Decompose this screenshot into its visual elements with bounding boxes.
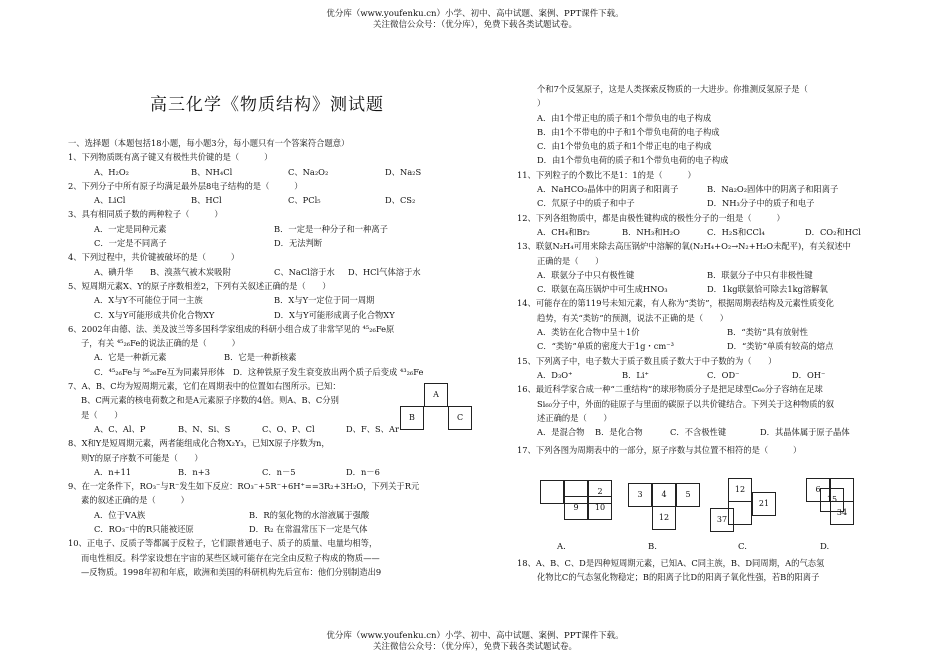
q1-option-d: D、Na₂S [385,166,422,177]
q2-option-d: D、CS₂ [385,195,416,206]
q5-stem: 5、短周期元素X、Y的原子序数相差2，下列有关叙述正确的是（ ） [68,280,331,291]
q13-options-row1 [537,268,861,282]
footer-line-2: 关注微信公众号：（优分库），免费下载各类试题试卷。 [372,642,577,652]
right-column [517,82,861,458]
q2-options [68,193,423,207]
q15-option-a: A．D₃O⁺ [537,369,573,380]
q17b-cell-5: 5 [676,483,700,507]
q17a-cell [540,480,564,504]
q10-line-2: 而电性相反。科学家设想在宇宙的某些区域可能存在完全由反粒子构成的物质—— [81,552,380,563]
q13-options-row2 [537,282,861,296]
q2-option-c: C、PCl₅ [288,195,321,206]
q4-options [68,265,423,279]
q15-option-d: D．OH⁻ [792,369,826,380]
q9-option-c: C．RO₃⁻中的R只能被还原 [94,524,194,535]
q2-option-b: B、HCl [191,195,222,206]
header-line-1: 优分库（www.youfenku.cn）小学、初中、高中试题、案例、PPT课件下载。 [326,9,624,19]
q15-options [537,368,861,382]
q6-options-cd: C．⁴⁵₂₆Fe与 ⁵⁶₂₆Fe互为同素异形体 D．这种铁原子发生衰变放出两个质子后变成 ⁴³₂₆Fe [94,366,424,377]
q9-option-d: D．R₂ 在常温常压下一定是气体 [249,524,368,535]
q6-option-a: A．它是一种新元素 [94,352,167,363]
q6-line-2: 子，有关 ⁴⁵₂₆Fe的说法正确的是（ ） [81,338,240,349]
footer-line-1: 优分库（www.youfenku.cn）小学、初中、高中试题、案例、PPT课件下载。 [326,631,624,641]
q16-option-d: D．其晶体属于原子晶体 [760,427,850,438]
q7-options [68,422,423,436]
q11-options-row2 [537,196,861,210]
q17d-cell-15: 15 [820,488,844,512]
q17c-cell-21: 21 [752,492,776,516]
q1-stem: 1、下列物质既有离子键又有极性共价键的是（ ） [68,152,273,163]
q13-option-d: D．1kg联氨恰可除去1kg溶解氧 [707,284,828,295]
q5-option-b: B．X与Y一定位于同一周期 [274,295,375,306]
q10-line-4: 个和7个反氢原子，这是人类探索反物质的一大进步。你推测反氢原子是（ [537,84,808,94]
q15-option-b: B．Li⁺ [622,369,649,380]
q12-option-a: A．CH₄和Br₂ [537,226,590,237]
q4-option-b: B、溴蒸气被木炭吸附 [150,266,231,277]
q10-option-b: B．由1个不带电的中子和1个带负电荷的电子构成 [537,126,720,137]
q10-line-1: 10、正电子、反质子等都属于反粒子，它们跟普通电子、质子的质量、电量均相等， [68,538,378,549]
q16-option-c: C．不含极性键 [670,427,727,438]
q16-option-b: B．是化合物 [595,427,643,438]
q10-option-a: A．由1个带正电的质子和1个带负电的电子构成 [537,112,712,123]
q13-option-a: A．联氨分子中只有极性键 [537,269,635,280]
q7-option-a: A、C、Al、P [94,423,146,434]
q13-line-1: 13、联氨N₂H₄可用来除去高压锅炉中溶解的氧(N₂H₄+O₂→N₂+H₂O未配平)，有关叙述中 [517,241,851,252]
q9-options-row1 [68,508,423,522]
page-header [0,9,950,31]
q3-options-row2 [68,236,423,250]
q5-option-d: D．X与Y可能形成离子化合物XY [274,309,395,320]
q16-line-1: 16、最近科学家合成一种“二重结构”的球形物质分子是把足球型C₆₀分子容纳在足球 [517,384,823,395]
q4-option-c: C、NaCl溶于水 [274,266,335,277]
q17b-cell-12: 12 [652,506,676,530]
q3-options-row1 [68,222,423,236]
q3-option-d: D．无法判断 [274,238,323,249]
q12-option-b: B．NH₃和H₂O [622,226,680,237]
q4-option-d: D、HCl气体溶于水 [348,266,421,277]
q17a-cell-2: 2 [588,480,612,504]
header-line-2: 关注微信公众号：（优分库），免费下载各类试题试卷。 [372,20,577,30]
q14-line-2: 趋势，有关“类钫”的预测，说法不正确的是（ ） [537,312,729,323]
q4-option-a: A、碘升华 [94,266,134,277]
q17-label-d: D. [820,542,830,552]
q9-options-row2 [68,522,423,536]
q14-option-c: C．“类钫”单质的密度大于1g・cm⁻³ [537,341,674,352]
q17-label-a: A. [557,542,566,552]
q17b-cell-4: 4 [652,483,676,507]
q7-option-d: D、F、S、Ar [346,423,399,434]
q7-line-2: B、C两元素的核电荷数之和是A元素原子序数的4倍。则A、B、C分别 [81,395,339,406]
q3-option-c: C．一定是不同离子 [94,238,167,249]
q7-cell-c: C [448,406,472,430]
q17c-cell-12: 12 [728,478,752,502]
q8-option-c: C．n－5 [262,466,296,477]
q8-line-1: 8、X和Y是短周期元素，两者能组成化合物X₂Y₃，已知X原子序数为n， [68,438,330,449]
q15-option-c: C．OD⁻ [707,369,740,380]
q1-option-b: B、NH₄Cl [191,166,233,177]
q14-line-1: 14、可能存在的第119号未知元素，有人称为“类钫”，根据周期表结构及元素性质变化 [517,298,834,309]
q8-option-b: B．n+3 [178,466,210,477]
q12-stem: 12、下列各组物质中，都是由极性键构成的极性分子的一组是（ ） [517,212,785,223]
q13-option-b: B．联氨分子中只有非极性键 [707,269,813,280]
q13-line-2: 正确的是（ ） [537,255,604,266]
q16-options [537,425,861,439]
q11-option-c: C．氘原子中的质子和中子 [537,198,635,209]
q6-option-b: B．它是一种新核素 [224,352,297,363]
q1-option-a: A、H₂O₂ [94,166,129,177]
q1-option-c: C、Na₂O₂ [288,166,329,177]
left-column [68,136,423,579]
q18-line-1: 18、A、B、C、D是四种短周期元素，已知A、C同主族，B、D同周期，A的气态氢 [517,558,825,568]
q6-options-row1 [68,350,423,364]
q2-stem: 2、下列分子中所有原子均满足最外层8电子结构的是（ ） [68,180,303,191]
q11-stem: 11、下列粒子的个数比不是1：1的是（ ） [517,169,696,180]
q5-options-row2 [68,308,423,322]
q5-option-a: A．X与Y不可能位于同一主族 [94,295,203,306]
q1-options [68,165,423,179]
q17d-cell-6: 6 [806,478,830,502]
q10-option-c: C．由1个带负电的质子和1个带正电的电子构成 [537,141,712,152]
q7-line-1: 7、A、B、C均为短周期元素，它们在周期表中的位置如右图所示。已知： [68,381,341,392]
q12-options [537,225,861,239]
q10-line-5: ） [537,98,546,109]
q3-option-b: B．一定是一种分子和一种离子 [274,223,388,234]
q15-stem: 15、下列离子中，电子数大于质子数且质子数大于中子数的为（ ） [517,355,777,366]
q17c-cell-37: 37 [710,508,734,532]
q7-cell-b: B [400,406,424,430]
q10-line-3: —反物质。1998年初和年底，欧洲和美国的科研机构先后宣布：他们分别制造出9 [81,566,382,577]
q14-option-d: D．“类钫”单质有较高的熔点 [727,341,834,352]
q8-options [68,465,423,479]
q17d-cell-34: 34 [830,501,854,525]
q7-option-c: C、O、P、Cl [262,423,315,434]
q16-line-3: 述正确的是（ ） [537,412,612,423]
q4-stem: 4、下列过程中，共价键被破坏的是（ ） [68,252,240,263]
q14-options-row1 [537,325,861,339]
q14-option-a: A．类钫在化合物中呈＋1价 [537,327,640,338]
q17b-cell-3: 3 [628,483,652,507]
q9-option-a: A．位于ⅤA族 [94,509,146,520]
q16-option-a: A．是混合物 [537,427,585,438]
q7-line-3: 是（ ） [81,409,123,420]
q11-option-d: D．NH₃分子中的质子和电子 [707,198,815,209]
q7-option-b: B、N、Si、S [178,423,231,434]
q11-option-b: B．Na₂O₂固体中的阴离子和阳离子 [707,184,839,195]
q16-line-2: Si₆₀分子中，外面的硅原子与里面的碳原子以共价键结合。下列关于这种物质的叙 [537,398,835,409]
q3-stem: 3、具有相同质子数的两种粒子（ ） [68,209,223,220]
q17-label-b: B. [648,542,657,552]
q12-option-d: D．CO₂和HCl [805,226,861,237]
q7-cell-a: A [424,383,448,407]
page-title: 高三化学《物质结构》测试题 [150,95,384,115]
q18-line-2: 化物比C的气态氢化物稳定；B的阳离子比D的阳离子氧化性强，若B的阳离子 [537,572,820,583]
q5-option-c: C．X与Y可能形成共价化合物XY [94,309,215,320]
q9-option-b: B．R的氢化物的水溶液属于强酸 [249,509,370,520]
q14-options-row2 [537,339,861,353]
q5-options-row1 [68,293,423,307]
q11-option-a: A．NaHCO₃晶体中的阴离子和阳离子 [537,184,679,195]
q6-line-1: 6、2002年由德、法、美及波兰等多国科学家组成的科研小组合成了非常罕见的 ⁴⁵₂₆Fe原 [68,323,395,334]
q12-option-c: C．H₂S和CCl₄ [707,226,765,237]
q17-label-c: C. [738,542,747,552]
q8-line-2: 则Y的原子序数不可能是（ ） [81,452,203,463]
q18-block [517,556,824,585]
page-footer [0,631,950,653]
section-heading: 一、选择题（本题包括18小题，每小题3分，每小题只有一个答案符合题意） [68,138,350,148]
q9-line-2: 素的叙述正确的是（ ） [81,495,189,506]
q2-option-a: A、LiCl [94,195,126,206]
q17a-cell-9: 9 [564,496,588,520]
q8-option-d: D．n－6 [346,466,380,477]
q17-stem: 17、下列各图为周期表中的一部分，原子序数与其位置不相符的是（ ） [517,445,802,456]
q9-line-1: 9、在一定条件下，RO₃⁻与R⁻发生如下反应：RO₃⁻+5R⁻+6H⁺==3R₂+3H₂O，下列关于R元 [68,481,420,492]
q17a-cell-10: 10 [588,496,612,520]
q8-option-a: A．n+11 [94,466,132,477]
q10-option-d: D．由1个带负电荷的质子和1个带负电荷的电子构成 [537,155,729,166]
q11-options-row1 [537,182,861,196]
q13-option-c: C．联氨在高压锅炉中可生成HNO₃ [537,284,668,295]
q14-option-b: B．“类钫”具有放射性 [727,327,808,338]
q3-option-a: A．一定是同种元素 [94,223,167,234]
